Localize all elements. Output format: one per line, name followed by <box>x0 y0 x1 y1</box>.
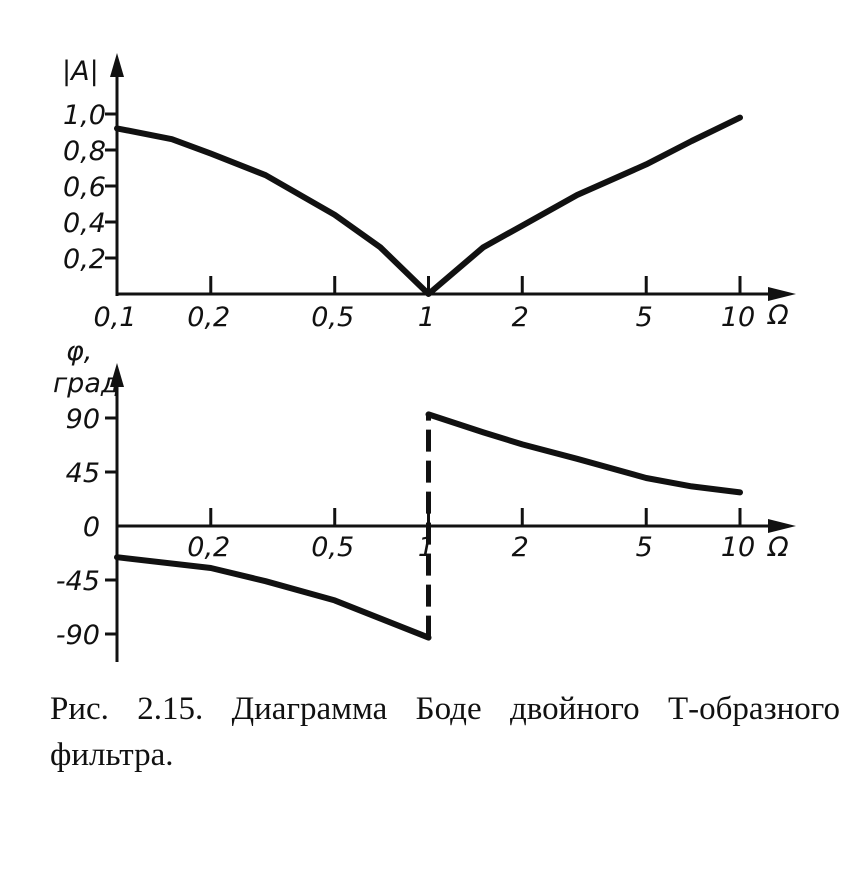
y-tick-label: 0,2 <box>63 244 106 275</box>
x-tick-label: 1 <box>417 532 436 563</box>
y-tick-label: 1,0 <box>63 100 106 131</box>
y-tick-label: 45 <box>65 458 100 489</box>
y-axis-label: |A| <box>62 56 99 87</box>
x-axis-arrow <box>768 519 796 533</box>
y-axis-label-line: град <box>53 368 120 399</box>
x-tick-label: 10 <box>720 532 756 563</box>
y-tick-label: -90 <box>55 620 100 651</box>
y-axis-label <box>53 336 120 399</box>
y-tick-label: -45 <box>55 566 100 597</box>
y-axis-label-line: φ, <box>66 336 93 367</box>
y-tick-label: 0,4 <box>63 208 106 239</box>
x-axis-label: Ω <box>768 532 789 563</box>
y-tick-label: 0,8 <box>63 136 106 167</box>
x-tick-label: 1 <box>417 302 436 333</box>
phase-chart <box>53 336 796 662</box>
x-tick-label: 0,5 <box>311 302 355 333</box>
series-line <box>117 118 740 294</box>
y-tick-label: 0,6 <box>63 172 106 203</box>
magnitude-chart <box>62 53 796 333</box>
y-axis-arrow <box>110 53 124 77</box>
y-tick-label: 90 <box>65 404 100 435</box>
x-tick-label: 0,5 <box>311 532 355 563</box>
series-line <box>429 414 741 492</box>
x-tick-label: 0,2 <box>187 532 231 563</box>
x-tick-label: 0,1 <box>93 302 137 333</box>
x-tick-label: 5 <box>635 302 653 333</box>
x-tick-label: 10 <box>720 302 756 333</box>
y-tick-label: 0 <box>82 512 100 543</box>
x-tick-label: 0,2 <box>187 302 231 333</box>
series-line <box>117 557 429 637</box>
x-tick-label: 2 <box>511 302 529 333</box>
x-tick-label: 2 <box>511 532 529 563</box>
x-axis-label: Ω <box>768 300 789 331</box>
figure-caption: Рис. 2.15. Диаграмма Боде двойного Т-образного фильтра. <box>50 691 840 773</box>
x-tick-label: 5 <box>635 532 653 563</box>
x-axis-arrow <box>768 287 796 301</box>
